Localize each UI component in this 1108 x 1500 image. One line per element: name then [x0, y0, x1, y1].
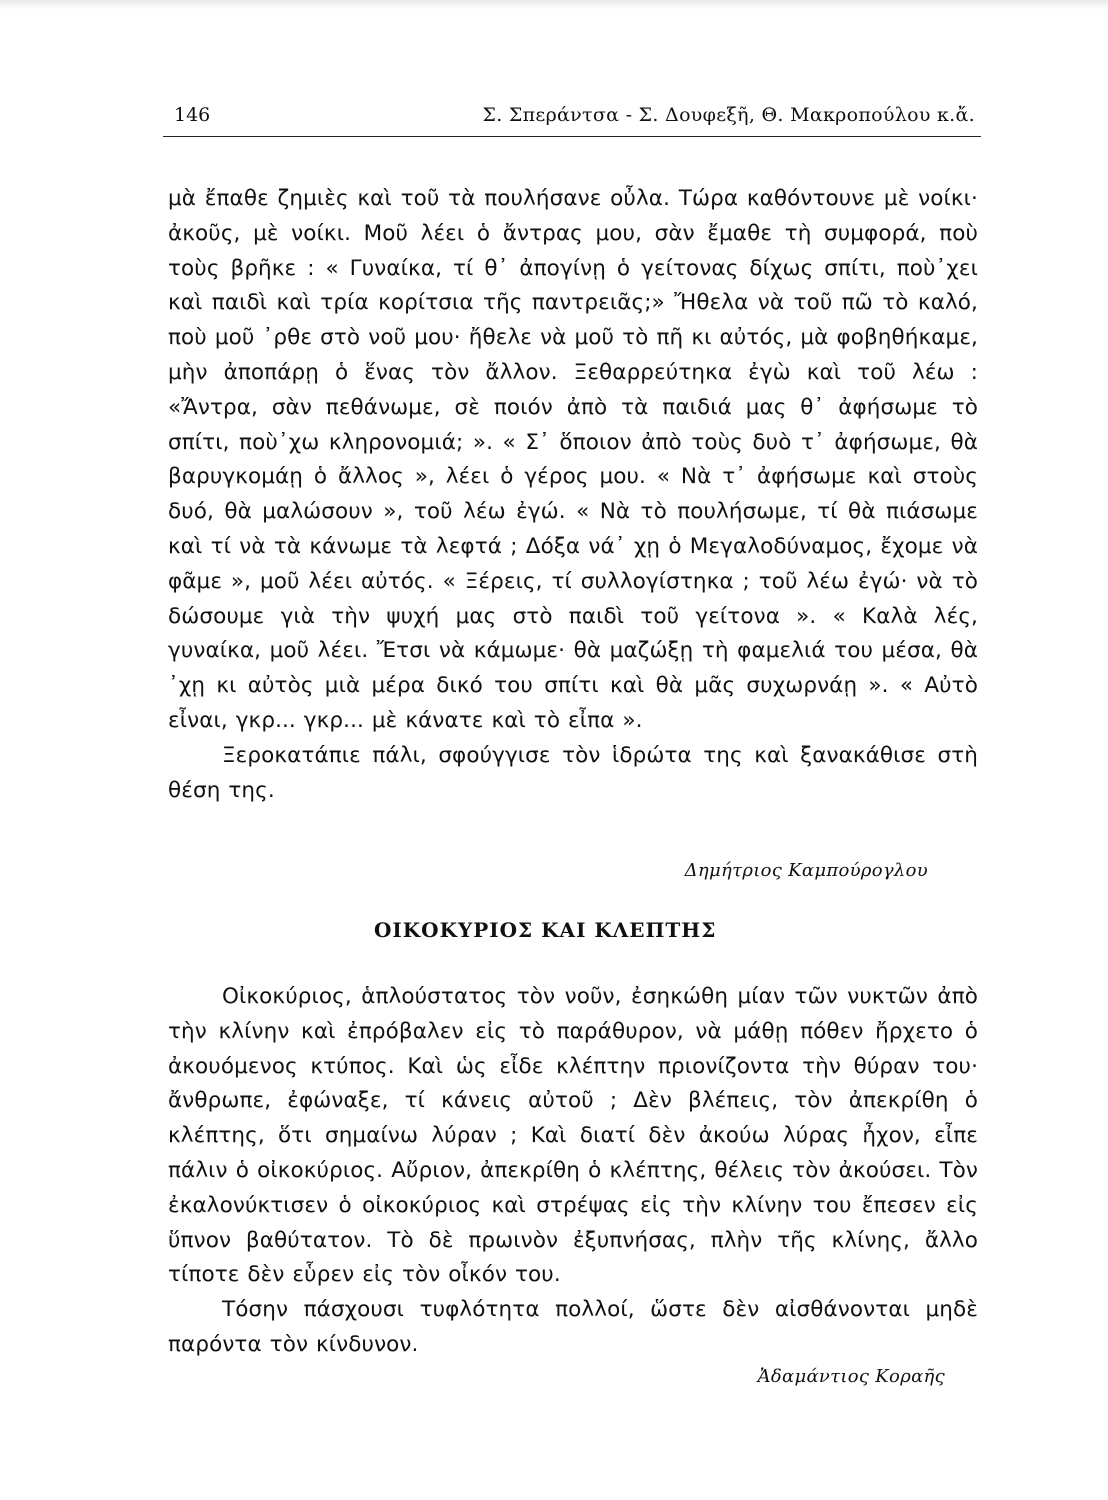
section-title: ΟΙΚΟΚΥΡΙΟΣ ΚΑΙ ΚΛΕΠΤΗΣ: [374, 918, 717, 942]
page-number: 146: [174, 104, 211, 126]
running-head: Σ. Σπεράντσα - Σ. Δουφεξῆ, Θ. Μακροπούλου κ.ἄ.: [482, 104, 975, 126]
paragraph: Οἰκοκύριος, ἁπλούστατος τὸν νοῦν, ἐσηκώθη μίαν τῶν νυκτῶν ἀπὸ τὴν κλίνην καὶ ἐπρόβαλεν εἰς τὸ παράθυρον, νὰ μάθῃ πόθεν ἤρχετο ὁ ἀκουόμενος κτύπος. Καὶ ὡς εἶδε κλέπτην πριονίζοντα τὴν θύραν του· ἄνθρωπε, ἐφώναξε, τί κάνεις αὐτοῦ ; Δὲν βλέπεις, τὸν ἀπεκρίθη ὁ κλέπτης, ὅτι σημαίνω λύραν ; Καὶ διατί δὲν ἀκούω λύρας ἦχον, εἶπε πάλιν ὁ οἰκοκύριος. Αὔριον, ἀπεκρίθη ὁ κλέπτης, θέλεις τὸν ἀκούσει. Τὸν ἐκαλονύκτισεν ὁ οἰκοκύριος καὶ στρέψας εἰς τὴν κλίνην του ἔπεσεν εἰς ὕπνον βαθύτατον. Τὸ δὲ πρωινὸν ἐξυπνήσας, πλὴν τῆς κλίνης, ἄλλο τίποτε δὲν εὗρεν εἰς τὸν οἶκόν του.: [168, 984, 978, 1288]
paragraph: μὰ ἔπαθε ζημιὲς καὶ τοῦ τὰ πουλήσανε οὖλα. Τώρα καθόντουνε μὲ νοίκι· ἀκοῦς, μὲ νοίκι. Μοῦ λέει ὁ ἄντρας μου, σὰν ἔμαθε τὴ συμφορά, ποὺ τοὺς βρῆκε : « Γυναίκα, τί θ᾽ ἀπογίνῃ ὁ γείτονας δίχως σπίτι, ποὺ᾽χει καὶ παιδὶ καὶ τρία κορίτσια τῆς παντρειᾶς;» Ἤθελα νὰ τοῦ πῶ τὸ καλό, ποὺ μοῦ ᾽ρθε στὸ νοῦ μου· ἤθελε νὰ μοῦ τὸ πῆ κι αὐτός, μὰ φοβηθήκαμε, μὴν ἀποπάρῃ ὁ ἕνας τὸν ἄλλον. Ξεθαρρεύτηκα ἐγὼ καὶ τοῦ λέω : «Ἄντρα, σὰν πεθάνωμε, σὲ ποιόν ἀπὸ τὰ παιδιά μας θ᾽ ἀφήσωμε τὸ σπίτι, ποὺ᾽χω κληρονομιά; ». « Σ᾽ ὅποιον ἀπὸ τοὺς δυὸ τ᾽ ἀφήσωμε, θὰ βαρυγκομάῃ ὁ ἄλλος », λέει ὁ γέρος μου. « Νὰ τ᾽ ἀφήσωμε καὶ στοὺς δυό, θὰ μαλώσουν », τοῦ λέω ἐγώ. « Νὰ τὸ πουλήσωμε, τί θὰ πιάσωμε καὶ τί νὰ τὰ κάνωμε τὰ λεφτά ; Δόξα νά᾽ χῃ ὁ Μεγαλοδύναμος, ἔχομε νὰ φᾶμε », μοῦ λέει αὐτός. « Ξέρεις, τί συλλογίστηκα ; τοῦ λέω ἐγώ· νὰ τὸ δώσουμε γιὰ τὴν ψυχή μας στὸ παιδὶ τοῦ γείτονα ». « Καλὰ λές, γυναίκα, μοῦ λέει. Ἔτσι νὰ κάμωμε· θὰ μαζώξῃ τὴ φαμελιά του μέσα, θὰ ᾽χῃ κι αὐτὸς μιὰ μέρα δικό του σπίτι καὶ θὰ μᾶς συχωρνάῃ ». « Αὐτὸ εἶναι, γκρ... γκρ... μὲ κάνατε καὶ τὸ εἶπα ».: [168, 186, 978, 733]
story-continuation: [168, 182, 978, 808]
story-text: [168, 980, 978, 1363]
author-signature: Δημήτριος Καμπούρογλου: [684, 860, 928, 881]
paragraph: Ξεροκατάπιε πάλι, σφούγγισε τὸν ἱδρώτα της καὶ ξανακάθισε στὴ θέση της.: [168, 742, 978, 803]
author-signature: Ἀδαμάντιος Κοραῆς: [757, 1366, 945, 1387]
page-header: [163, 100, 981, 137]
paragraph: Τόσην πάσχουσι τυφλότητα πολλοί, ὥστε δὲν αἰσθάνονται μηδὲ παρόντα τὸν κίνδυνον.: [168, 1297, 978, 1357]
